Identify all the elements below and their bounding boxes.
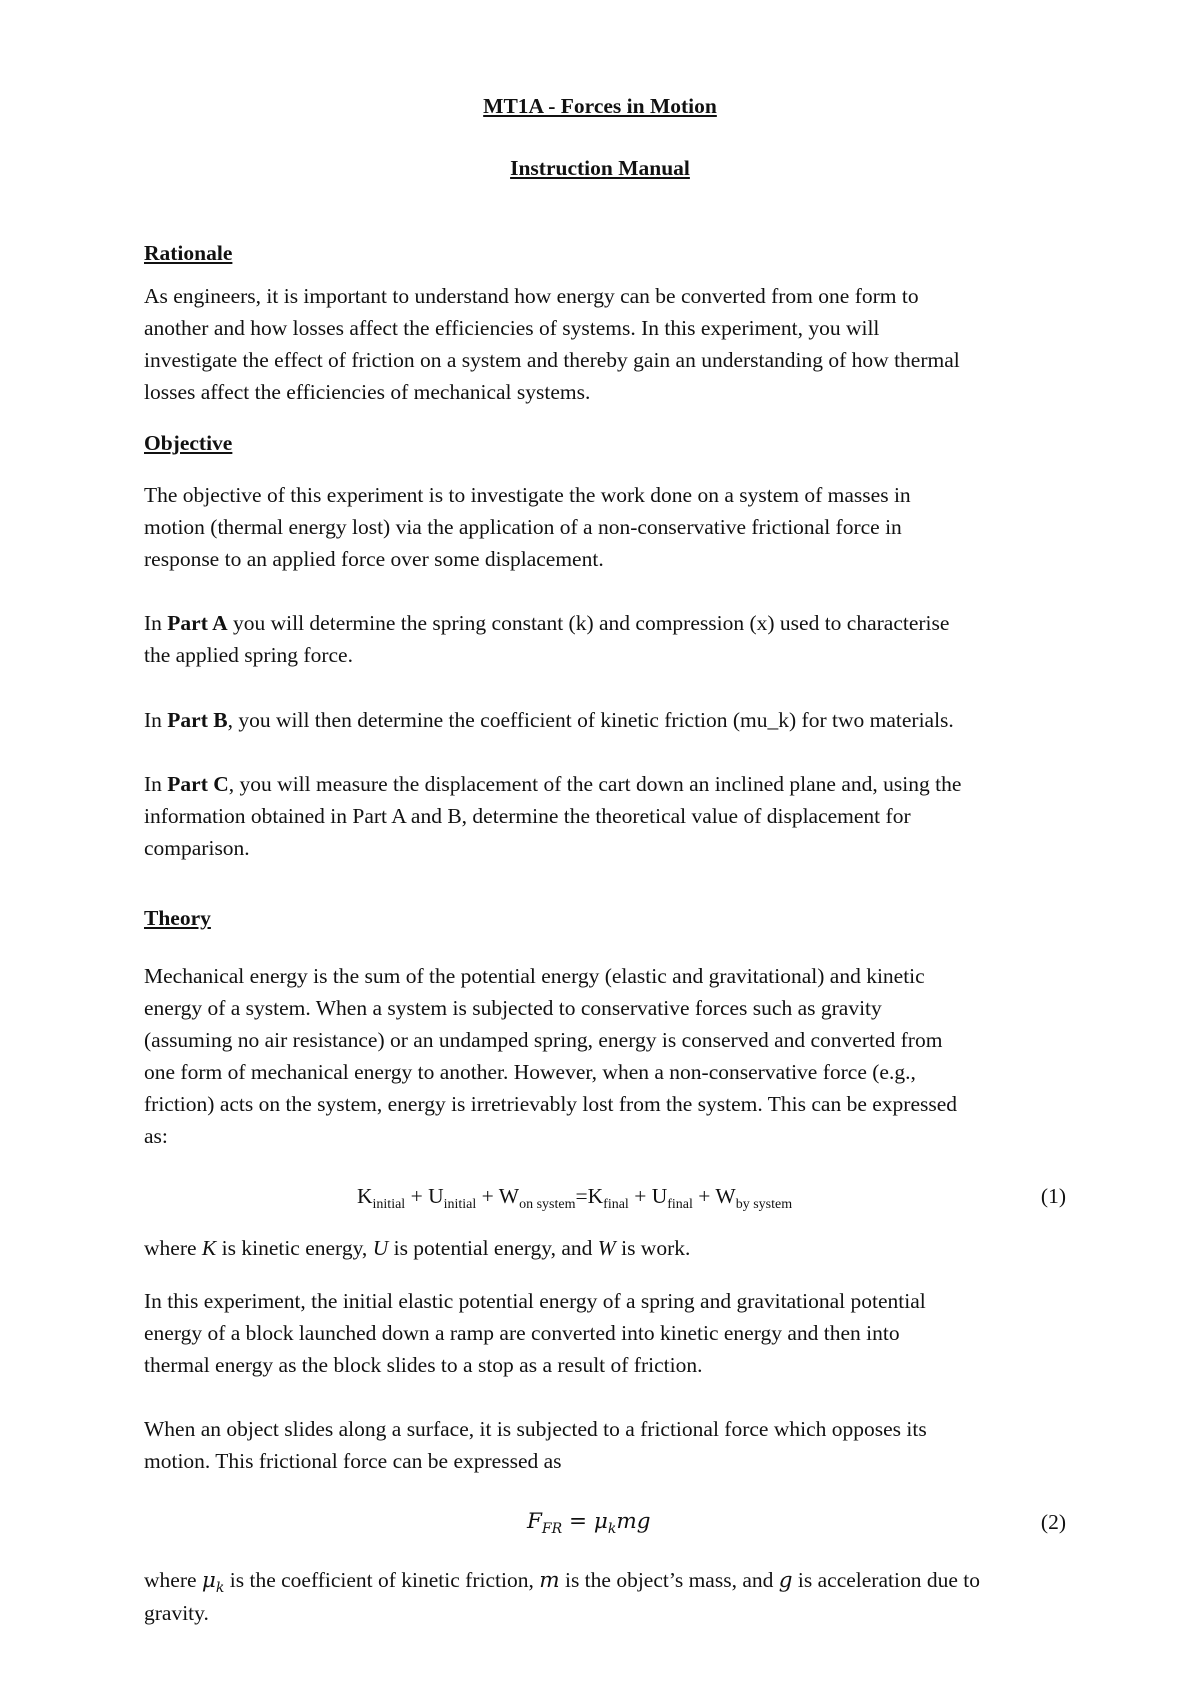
part-c-label: Part C: [167, 772, 229, 796]
document-title: MT1A - Forces in Motion: [483, 94, 717, 118]
text-line: When an object slides along a surface, it is subjected to a frictional force which opposes its: [144, 1417, 927, 1441]
text-line: as:: [144, 1124, 168, 1148]
part-a-label: Part A: [167, 611, 228, 635]
document-subtitle: Instruction Manual: [510, 156, 690, 180]
text-line: another and how losses affect the efficiencies of systems. In this experiment, you will: [144, 316, 880, 340]
theory-heading: Theory: [144, 906, 211, 930]
text-line: (assuming no air resistance) or an undamped spring, energy is conserved and converted from: [144, 1028, 943, 1052]
text-line: gravity.: [144, 1601, 209, 1625]
equation-2-legend: where $\mu_k$ is the coefficient of kinetic friction, m is the object’s mass, and g is acceleration due to gravity.: [144, 1564, 1074, 1629]
equation-2-body: $F_{FR} = \mu_kmg$: [527, 1509, 651, 1537]
part-c-paragraph: In Part C, you will measure the displacement of the cart down an inclined plane and, using the information obtained in Part A and B, determine the theoretical value of displacement for comparison.: [144, 768, 1074, 864]
text-line: thermal energy as the block slides to a stop as a result of friction.: [144, 1353, 703, 1377]
rationale-heading: Rationale: [144, 241, 233, 265]
text-line: energy of a block launched down a ramp are converted into kinetic energy and then into: [144, 1321, 900, 1345]
text-line: comparison.: [144, 836, 250, 860]
rationale-paragraph: [144, 280, 1074, 408]
text-line: motion (thermal energy lost) via the application of a non-conservative frictional force in: [144, 515, 902, 539]
text-line: friction) acts on the system, energy is irretrievably lost from the system. This can be expressed: [144, 1092, 958, 1116]
text-line: investigate the effect of friction on a system and thereby gain an understanding of how thermal: [144, 348, 960, 372]
text-line: Mechanical energy is the sum of the potential energy (elastic and gravitational) and kinetic: [144, 964, 925, 988]
text-line: one form of mechanical energy to another. However, when a non-conservative force (e.g.,: [144, 1060, 916, 1084]
theory-paragraph-2: [144, 1285, 1074, 1381]
objective-heading: Objective: [144, 431, 233, 455]
text-line: losses affect the efficiencies of mechanical systems.: [144, 380, 591, 404]
text-line: The objective of this experiment is to investigate the work done on a system of masses in: [144, 483, 911, 507]
objective-paragraph: [144, 479, 1074, 575]
text-line: motion. This frictional force can be expressed as: [144, 1449, 562, 1473]
theory-paragraph-3: [144, 1413, 1074, 1477]
text-line: the applied spring force.: [144, 643, 353, 667]
equation-1-body: $K_{initial} + U_{initial} + W_{on system}=K_{final} + U_{final} + W_{by system}$: [357, 1184, 793, 1212]
text-line: In this experiment, the initial elastic potential energy of a spring and gravitational potential: [144, 1289, 926, 1313]
theory-intro-paragraph: [144, 960, 1074, 1152]
text-line: information obtained in Part A and B, determine the theoretical value of displacement for: [144, 804, 911, 828]
text-line: energy of a system. When a system is subjected to conservative forces such as gravity: [144, 996, 882, 1020]
part-b-label: Part B: [167, 708, 228, 732]
equation-1-legend: where K is kinetic energy, U is potential energy, and W is work.: [144, 1236, 691, 1260]
part-b-paragraph: In Part B, you will then determine the coefficient of kinetic friction (mu_k) for two materials.: [144, 708, 954, 732]
equation-2-number: (2): [1040, 1510, 1066, 1534]
equation-1-number: (1): [1040, 1184, 1066, 1208]
text-line: As engineers, it is important to understand how energy can be converted from one form to: [144, 284, 919, 308]
text-line: response to an applied force over some displacement.: [144, 547, 604, 571]
part-a-paragraph: In Part A you will determine the spring constant (k) and compression (x) used to characterise the applied spring force.: [144, 607, 1074, 671]
